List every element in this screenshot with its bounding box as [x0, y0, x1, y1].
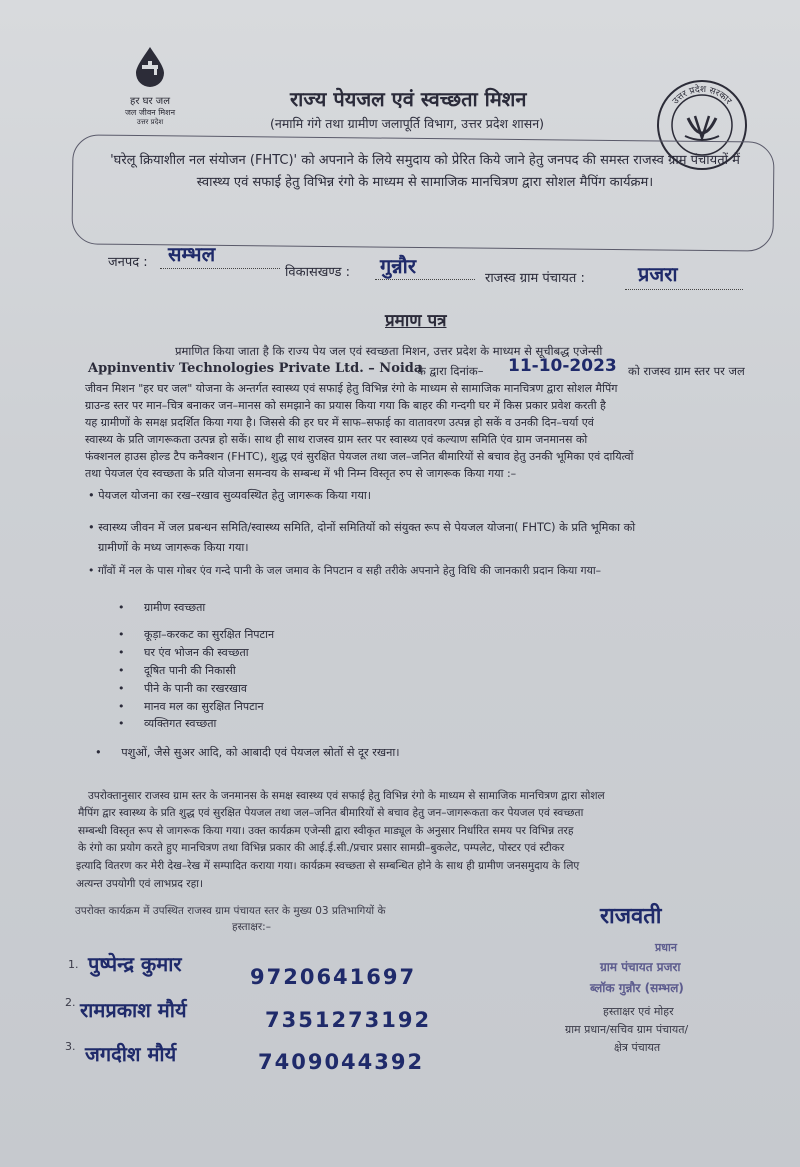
bullet-1-text: पेयजल योजना का रख–रखाव सुव्यवस्थित हेतु जागरूक किया गया। [98, 489, 372, 502]
sub-item-7-text: व्यक्तिगत स्वच्छता [144, 717, 217, 730]
panchayat-label: राजस्व ग्राम पंचायत : [485, 271, 585, 286]
bullet-2: • स्वास्थ्य जीवन में जल प्रबन्धन समिति/स्वास्थ्य समिति, दोनों समितियों को संयुक्त रूप से पेयजल योजना( FHTC) के प्रति भूमिका को [88, 521, 636, 534]
bullet-4: • पशुओं, जैसे सुअर आदि, को आबादी एवं पेयजल स्रोतों से दूर रखना। [95, 746, 400, 759]
para2-line4: के रंगो का प्रयोग करते हुए मानचित्रण तथा विभिन्न प्रकार की आई.ई.सी./प्रचार प्रसार सामग्री–बुकलेट, पम्पलेट, पोस्टर एवं स्टीकर [78, 842, 565, 854]
para1-line3: जीवन मिशन "हर घर जल" योजना के अन्तर्गत स्वास्थ्य एवं सफाई हेतु विभिन्न रंगो के माध्यम से सामाजिक मानचित्रण द्वारा सोशल मैपिंग [85, 382, 618, 395]
para1-line4: ग्राउन्ड स्तर पर मान–चित्र बनाकर जन–मानस को समझाने का प्रयास किया गया कि बाहर की गन्दगी घर में किस प्रकार प्रवेश करती है [85, 399, 606, 412]
pradhan-signature: राजवती [600, 904, 662, 929]
attendee-3-name: जगदीश मौर्य [85, 1042, 177, 1066]
sub-item-2: • कूड़ा–करकट का सुरक्षित निपटान [118, 628, 275, 641]
para1-line6: स्वास्थ्य के प्रति जागरूकता उत्पन्न हो सकें। साथ ही साथ राजस्व ग्राम स्तर पर स्वास्थ्य एवं कल्याण समिति एंव ग्राम जनमानस को [85, 433, 588, 446]
sub-item-3: • घर एंव भोजन की स्वच्छता [118, 646, 249, 659]
panchayat-value: प्रजरा [638, 262, 678, 286]
logo-line-2: जल जीवन मिशन [124, 108, 176, 117]
sub-item-6-text: मानव मल का सुरक्षित निपटान [144, 700, 264, 713]
sub-item-2-text: कूड़ा–करकट का सुरक्षित निपटान [144, 628, 275, 641]
stamp-line-1: प्रधान [655, 941, 677, 954]
agency-name: Appinventiv Technologies Private Ltd. – Noida [88, 361, 423, 376]
water-drop-tap-icon [132, 45, 168, 87]
stamp-line-2: ग्राम पंचायत प्रजरा [600, 960, 681, 974]
sub-item-4: • दूषित पानी की निकासी [118, 664, 236, 677]
para2-line2: मैपिंग द्वार स्वास्थ्य के प्रति शुद्ध एवं सुरक्षित पेयजल तथा जल–जनित बीमारियों से बचाव हेतु जन–जागरूकता कर पेयजल एवं स्वच्छता [78, 807, 584, 819]
stamp-line-3: ब्लॉक गुन्नौर (सम्भल) [590, 981, 684, 995]
attendee-1-num: 1. [68, 958, 79, 971]
sub-item-4-text: दूषित पानी की निकासी [144, 664, 236, 677]
attendee-2-phone: 7351273192 [265, 1008, 432, 1032]
block-value: गुन्नौर [380, 254, 417, 278]
attendee-1-name: पुष्पेन्द्र कुमार [88, 952, 182, 976]
program-date: 11-10-2023 [508, 356, 617, 376]
designation-label-2: क्षेत्र पंचायत [614, 1041, 661, 1054]
program-title-text: 'घरेलू क्रियाशील नल संयोजन (FHTC)' को अपनाने के लिये समुदाय को प्रेरित किये जाने हेतु जनपद की समस्त राजस्व ग्राम पंचायतों में स्वास्थ्य एवं सफाई हेतु विभिन्न रंगो के माध्यम से सामाजिक मानचित्रण द्वारा सोशल मैपिंग कार्यक्रम। [110, 153, 740, 190]
block-label: विकासखण्ड : [285, 265, 351, 280]
attendee-note: उपरोक्त कार्यक्रम में उपस्थित राजस्व ग्राम पंचायत स्तर के मुख्य 03 प्रतिभागियों के [75, 905, 386, 917]
attendee-note-2: हस्ताक्षर:– [232, 921, 271, 933]
para1-line1: प्रमाणित किया जाता है कि राज्य पेय जल एवं स्वच्छता मिशन, उत्तर प्रदेश के माध्यम से सूचीबद्ध एजेन्सी [175, 344, 603, 358]
certificate-title: प्रमाण पत्र [385, 311, 447, 331]
document-title: राज्य पेयजल एवं स्वच्छता मिशन [290, 87, 527, 111]
para2-line1: उपरोक्तानुसार राजस्व ग्राम स्तर के जनमानस के समक्ष स्वास्थ्य एवं सफाई हेतु विभिन्न रंगो के माध्यम से सामाजिक मानचित्रण द्वारा सोशल [88, 790, 605, 802]
attendee-3-num: 3. [65, 1040, 76, 1053]
attendee-2-num: 2. [65, 996, 76, 1009]
har-ghar-jal-logo [110, 45, 190, 127]
district-value: सम्भल [168, 242, 216, 266]
para1-date-label: के द्वारा दिनांक– [417, 364, 484, 378]
attendee-1-phone: 9720641697 [250, 965, 417, 989]
para1-line2-end: को राजस्व ग्राम स्तर पर जल [628, 364, 745, 378]
logo-line-1: हर घर जल [130, 96, 170, 107]
district-label: जनपद : [108, 255, 148, 270]
sub-item-5: • पीने के पानी का रखरखाव [118, 682, 247, 695]
para2-line5: इत्यादि वितरण कर मेरी देख–रेख में सम्पादित कराया गया। कार्यक्रम स्वच्छता से सम्बन्धित होने के साथ ही ग्रामीण जनसमुदाय के लिए [76, 860, 580, 872]
sub-item-3-text: घर एंव भोजन की स्वच्छता [144, 646, 249, 659]
sub-item-7: • व्यक्तिगत स्वच्छता [118, 717, 217, 730]
sub-item-1: • ग्रामीण स्वच्छता [118, 601, 206, 614]
sub-item-1-text: ग्रामीण स्वच्छता [144, 601, 206, 614]
bullet-4-text: पशुओं, जैसे सुअर आदि, को आबादी एवं पेयजल स्रोतों से दूर रखना। [121, 746, 400, 759]
document-subtitle: (नमामि गंगे तथा ग्रामीण जलापूर्ति विभाग, उत्तर प्रदेश शासन) [270, 116, 545, 131]
para1-line5: यह ग्रामीणों के समक्ष प्रदर्शित किया गया है। जिससे की हर घर में साफ–सफाई का वातावरण उत्पन्न हो सकें व उनकी दिन–चर्या एवं [85, 416, 594, 429]
bullet-2-text: स्वास्थ्य जीवन में जल प्रबन्धन समिति/स्वास्थ्य समिति, दोनों समितियों को संयुक्त रूप से पेयजल योजना( FHTC) के प्रति भूमिका को [98, 521, 636, 534]
bullet-3-text: गाँवों में नल के पास गोबर एंव गन्दे पानी के जल जमाव के निपटान व सही तरीके अपनाने हेतु विधि की जानकारी प्रदान किया गया– [97, 564, 602, 577]
attendee-2-name: रामप्रकाश मौर्य [80, 998, 187, 1022]
para2-line6: अत्यन्त उपयोगी एवं लाभप्रद रहा। [76, 878, 203, 890]
signature-label: हस्ताक्षर एवं मोहर [603, 1005, 674, 1018]
para1-line8: तथा पेयजल एंव स्वच्छता के प्रति योजना समन्वय के सम्बन्ध में भी निम्न विस्तृत रुप से जागरूक किया गया :– [85, 467, 517, 480]
seal-text: उत्तर प्रदेश सरकार [670, 84, 734, 107]
bullet-2-cont: ग्रामीणों के मध्य जागरूक किया गया। [98, 541, 249, 554]
designation-label: ग्राम प्रधान/सचिव ग्राम पंचायत/ [565, 1023, 689, 1036]
para2-line3: सम्बन्धी विस्तृत रूप से जागरूक किया गया। उक्त कार्यक्रम एजेन्सी द्वारा स्वीकृत माड्यूल के अनुसार निर्धारित समय पर विभिन्न तरह [78, 825, 574, 837]
bullet-1: • पेयजल योजना का रख–रखाव सुव्यवस्थित हेतु जागरूक किया गया। [88, 489, 372, 502]
para1-line7: फंक्शनल हाउस होल्ड टैप कनैक्शन (FHTC), शुद्ध एवं सुरक्षित पेयजल तथा जल–जनित बीमारियों से बचाव हेतु उनकी भूमिका एवं दायित्वों [85, 450, 634, 463]
sub-item-6: • मानव मल का सुरक्षित निपटान [118, 700, 264, 713]
sub-item-5-text: पीने के पानी का रखरखाव [144, 682, 247, 695]
bullet-3: • गाँवों में नल के पास गोबर एंव गन्दे पानी के जल जमाव के निपटान व सही तरीके अपनाने हेतु विधि की जानकारी प्रदान किया गया– [88, 564, 602, 577]
attendee-3-phone: 7409044392 [258, 1050, 425, 1074]
logo-line-3: उत्तर प्रदेश [136, 118, 164, 126]
